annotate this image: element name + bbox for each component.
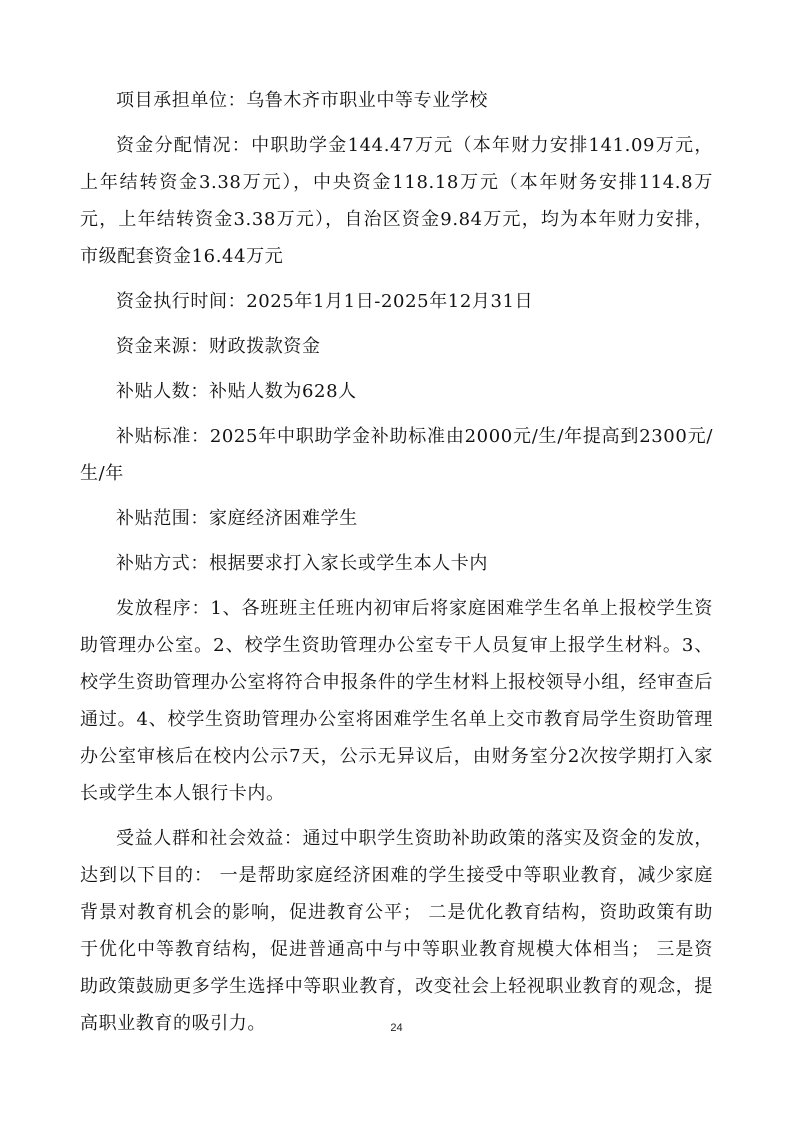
beneficiaries-paragraph: 受益人群和社会效益：通过中职学生资助补助政策的落实及资金的发放，达到以下目的： 一是帮助家庭经济困难的学生接受中等职业教育，减少家庭背景对教育机会的影响，促进教育公平； 二是优化教育结构，资助政策有助于优化中等教育结构，促进普通高中与中等职业教育规模大体相当； 三是资助政策鼓励更多学生选择中等职业教育，改变社会上轻视职业教育的观念，提高职业教育的吸引力。	[80, 828, 713, 1034]
page-number: 24	[390, 1022, 403, 1034]
document-body	[80, 82, 713, 1042]
subsidy-scope-paragraph: 补贴范围：家庭经济困难学生	[116, 508, 358, 529]
execution-time-paragraph: 资金执行时间：2025年1月1日-2025年12月31日	[116, 291, 534, 312]
project-unit-paragraph: 项目承担单位：乌鲁木齐市职业中等专业学校	[116, 90, 488, 111]
subsidy-count-paragraph: 补贴人数：补贴人数为628人	[116, 381, 357, 402]
fund-allocation-paragraph: 资金分配情况：中职助学金144.47万元（本年财力安排141.09万元，上年结转资金3.38万元），中央资金118.18万元（本年财务安排114.8万元，上年结转资金3.38万元），自治区资金9.84万元，均为本年财力安排，市级配套资金16.44万元	[80, 135, 713, 267]
subsidy-standard-paragraph: 补贴标准：2025年中职助学金补助标准由2000元/生/年提高到2300元/生/年	[80, 426, 713, 484]
distribution-procedure-paragraph: 发放程序：1、各班班主任班内初审后将家庭困难学生名单上报校学生资助管理办公室。2、校学生资助管理办公室专干人员复审上报学生材料。3、校学生资助管理办公室将符合申报条件的学生材料上报校领导小组，经审查后通过。4、校学生资助管理办公室将困难学生名单上交市教育局学生资助管理办公室审核后在校内公示7天，公示无异议后，由财务室分2次按学期打入家长或学生本人银行卡内。	[80, 598, 713, 804]
subsidy-method-paragraph: 补贴方式：根据要求打入家长或学生本人卡内	[116, 553, 488, 574]
fund-source-paragraph: 资金来源：财政拨款资金	[116, 336, 321, 357]
